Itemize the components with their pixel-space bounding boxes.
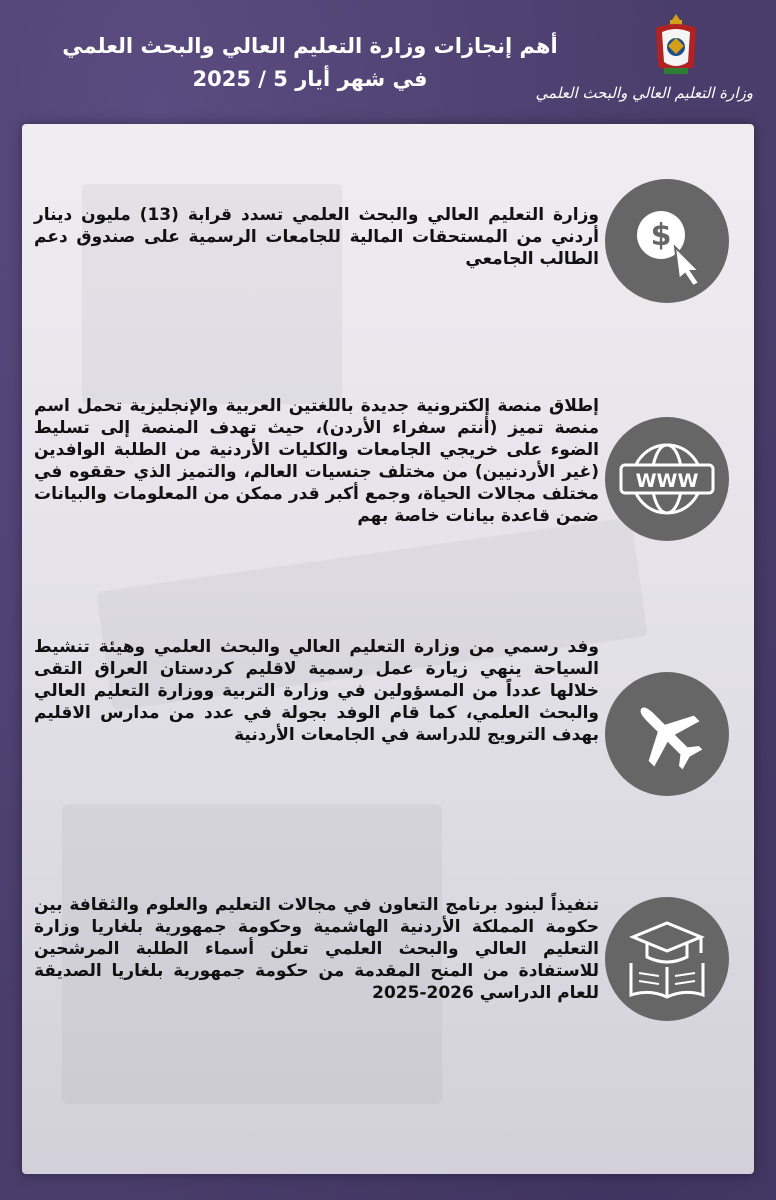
achievement-item-4: [22, 897, 754, 1077]
graduation-book-icon: [605, 897, 729, 1021]
icon-circle: [605, 179, 729, 303]
header: [0, 0, 776, 125]
achievement-item-1: [22, 179, 754, 309]
achievement-text-4: تنفيذاً لبنود برنامج التعاون في مجالات التعليم والعلوم والثقافة بين حكومة المملكة الأردنية الهاشمية وحكومة جمهورية بلغاريا وزارة التعليم العالي والبحث العلمي تعلن أسماء الطلبة المرشحين للاستفادة من المنح المقدمة من حكومة جمهورية بلغاريا الصديقة للعام الدراسي 2026-2025: [34, 895, 599, 1003]
svg-text:$: $: [650, 218, 672, 253]
icon-circle: [605, 672, 729, 796]
airplane-icon: [605, 672, 729, 796]
svg-text:WWW: WWW: [635, 470, 699, 492]
achievement-item-3: [22, 637, 754, 852]
page-title: [40, 30, 580, 96]
achievement-item-2: [22, 396, 754, 607]
content-card: [22, 124, 754, 1174]
jordan-coat-of-arms-icon: [650, 12, 702, 80]
www-globe-icon: [605, 417, 729, 541]
icon-circle: [605, 417, 729, 541]
dollar-cursor-icon: [605, 179, 729, 303]
icon-circle: [605, 897, 729, 1021]
title-line-1: أهم إنجازات وزارة التعليم العالي والبحث العلمي: [62, 34, 558, 58]
achievement-text-2: إطلاق منصة إلكترونية جديدة باللغتين العربية والإنجليزية تحمل اسم منصة تميز (أنتم سفراء الأردن)، حيث تهدف المنصة إلى تسليط الضوء على خريجي الجامعات والكليات الأردنية من الطلبة الوافدين (غير الأردنيين) من مختلف جنسيات العالم، والتميز الذي حققوه في مختلف مجالات الحياة، وجمع أكبر قدر ممكن من المعلومات والبيانات ضمن قاعدة بيانات خاصة بهم: [34, 396, 599, 526]
title-line-2: في شهر أيار 5 / 2025: [192, 67, 428, 91]
achievement-text-1: وزارة التعليم العالي والبحث العلمي تسدد قرابة (13) مليون دينار أردني من المستحقات المالية للجامعات الرسمية على صندوق دعم الطالب الجامعي: [34, 205, 599, 269]
achievement-text-3: وفد رسمي من وزارة التعليم العالي والبحث العلمي وهيئة تنشيط السياحة ينهي زيارة عمل رسمية لاقليم كردستان العراق التقى خلالها عدداً من المسؤولين في وزارة التربية ووزارة التعليم العالي والبحث العلمي، كما قام الوفد بجولة في عدد من مدارس الاقليم بهدف الترويج للدراسة في الجامعات الأردنية: [34, 637, 599, 745]
ministry-logo-text: وزارة التعليم العالي والبحث العلمي: [535, 84, 753, 102]
